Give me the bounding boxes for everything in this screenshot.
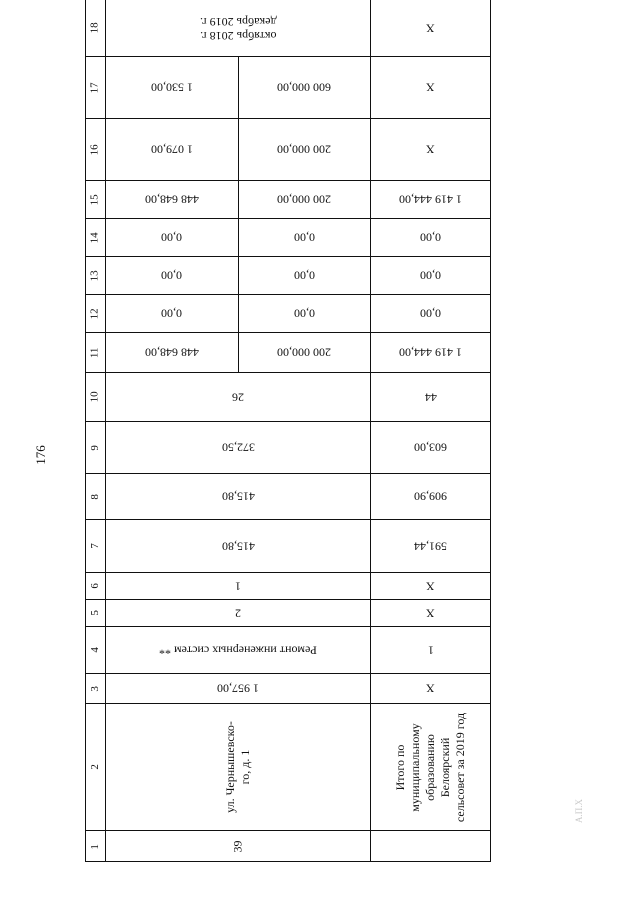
table-row: [86, 520, 490, 573]
total-value-cell: X: [370, 57, 490, 118]
row-value-cell: октябрь 2018 г. декабрь 2019 г.: [105, 0, 370, 56]
table-row: [86, 295, 490, 333]
column-index-cell: 18: [88, 22, 101, 34]
column-index-cell: 12: [88, 308, 101, 319]
row-value-cell: 1: [105, 573, 370, 599]
row-value-cell: 2: [105, 600, 370, 626]
address-cell: ул. Чернышевско- го, д. 1: [105, 704, 370, 830]
total-value-cell: 0,00: [370, 257, 490, 294]
row-value-cell: 415,80: [105, 474, 370, 519]
column-index-cell: 16: [88, 144, 101, 155]
table-row: [86, 219, 490, 257]
table-row: [86, 373, 490, 422]
column-index-cell: 15: [88, 194, 101, 205]
table-row: [86, 573, 490, 600]
row-subvalue-cell: 200 000,00: [238, 119, 371, 180]
table-row: [86, 627, 490, 674]
empty-cell: [370, 831, 490, 862]
row-subvalue-cell: 448 648,00: [144, 345, 199, 360]
column-index-cell: 5: [88, 610, 101, 616]
table-row: [86, 831, 490, 862]
row-subvalue-cell: 0,00: [238, 219, 371, 256]
row-subvalue-cell: 200 000,00: [238, 181, 371, 218]
table-row: [86, 422, 490, 474]
total-value-cell: X: [370, 119, 490, 180]
total-value-cell: X: [370, 0, 490, 56]
total-value-cell: X: [370, 674, 490, 703]
total-value-cell: 591,44: [370, 520, 490, 572]
table-row: [86, 333, 490, 373]
table-row: [86, 600, 490, 627]
row-value-cell: 26: [105, 373, 370, 421]
data-table: [85, 0, 491, 862]
total-value-cell: 909,90: [370, 474, 490, 519]
column-index-cell: 14: [88, 232, 101, 243]
row-value-cell: Ремонт инженерных систем **: [105, 627, 370, 673]
table-row: [86, 0, 490, 57]
row-subvalue-cell: 600 000,00: [238, 57, 371, 118]
column-index-cell: 7: [88, 543, 101, 549]
row-subvalue-cell: 0,00: [161, 268, 183, 283]
total-value-cell: 44: [370, 373, 490, 421]
row-subvalue-cell: 0,00: [161, 230, 183, 245]
total-value-cell: 0,00: [370, 295, 490, 332]
total-value-cell: 1 419 444,00: [370, 181, 490, 218]
table-row: [86, 57, 490, 119]
row-subvalue-cell: 0,00: [238, 257, 371, 294]
column-index-cell: 11: [88, 347, 101, 358]
column-index-cell: 3: [88, 685, 101, 692]
column-index-cell: 6: [88, 583, 101, 589]
row-value-cell: [105, 57, 370, 118]
row-number-cell: 39: [105, 831, 370, 862]
column-index-cell: 4: [88, 647, 101, 653]
table-row: [86, 474, 490, 520]
page-number: 176: [33, 445, 48, 465]
total-value-cell: 1 419 444,00: [370, 333, 490, 372]
table-row: [86, 674, 490, 704]
row-value-cell: [105, 333, 370, 372]
row-value-cell: 372,50: [105, 422, 370, 473]
total-value-cell: X: [370, 600, 490, 626]
row-value-cell: 415,80: [105, 520, 370, 572]
row-value-cell: 1 957,00: [105, 674, 370, 703]
table-row: [86, 704, 490, 831]
row-value-cell: [105, 181, 370, 218]
column-index-cell: 1: [88, 843, 101, 850]
row-subvalue-cell: 1 079,00: [150, 142, 193, 157]
column-index-cell: 8: [88, 493, 101, 500]
row-value-cell: [105, 219, 370, 256]
row-subvalue-cell: 0,00: [161, 306, 183, 321]
row-value-cell: [105, 295, 370, 332]
column-index-cell: 2: [88, 764, 101, 770]
row-subvalue-cell: 200 000,00: [238, 333, 371, 372]
column-index-cell: 9: [88, 444, 101, 451]
total-value-cell: 603,00: [370, 422, 490, 473]
table-row: [86, 119, 490, 181]
column-index-cell: 17: [88, 82, 101, 93]
total-value-cell: 1: [370, 627, 490, 673]
total-value-cell: X: [370, 573, 490, 599]
row-subvalue-cell: 0,00: [238, 295, 371, 332]
table-row: [86, 257, 490, 295]
column-index-cell: 13: [88, 270, 101, 281]
row-value-cell: [105, 119, 370, 180]
row-value-cell: [105, 257, 370, 294]
margin-mark: А.П.Х: [574, 799, 584, 823]
total-value-cell: 0,00: [370, 219, 490, 256]
row-subvalue-cell: 448 648,00: [144, 192, 199, 207]
row-subvalue-cell: 1 530,00: [150, 80, 193, 95]
column-index-cell: 10: [88, 391, 101, 403]
table-row: [86, 181, 490, 219]
total-label-cell: Итого по муниципальному образованию Белоярский сельсовет за 2019 год: [370, 704, 490, 830]
